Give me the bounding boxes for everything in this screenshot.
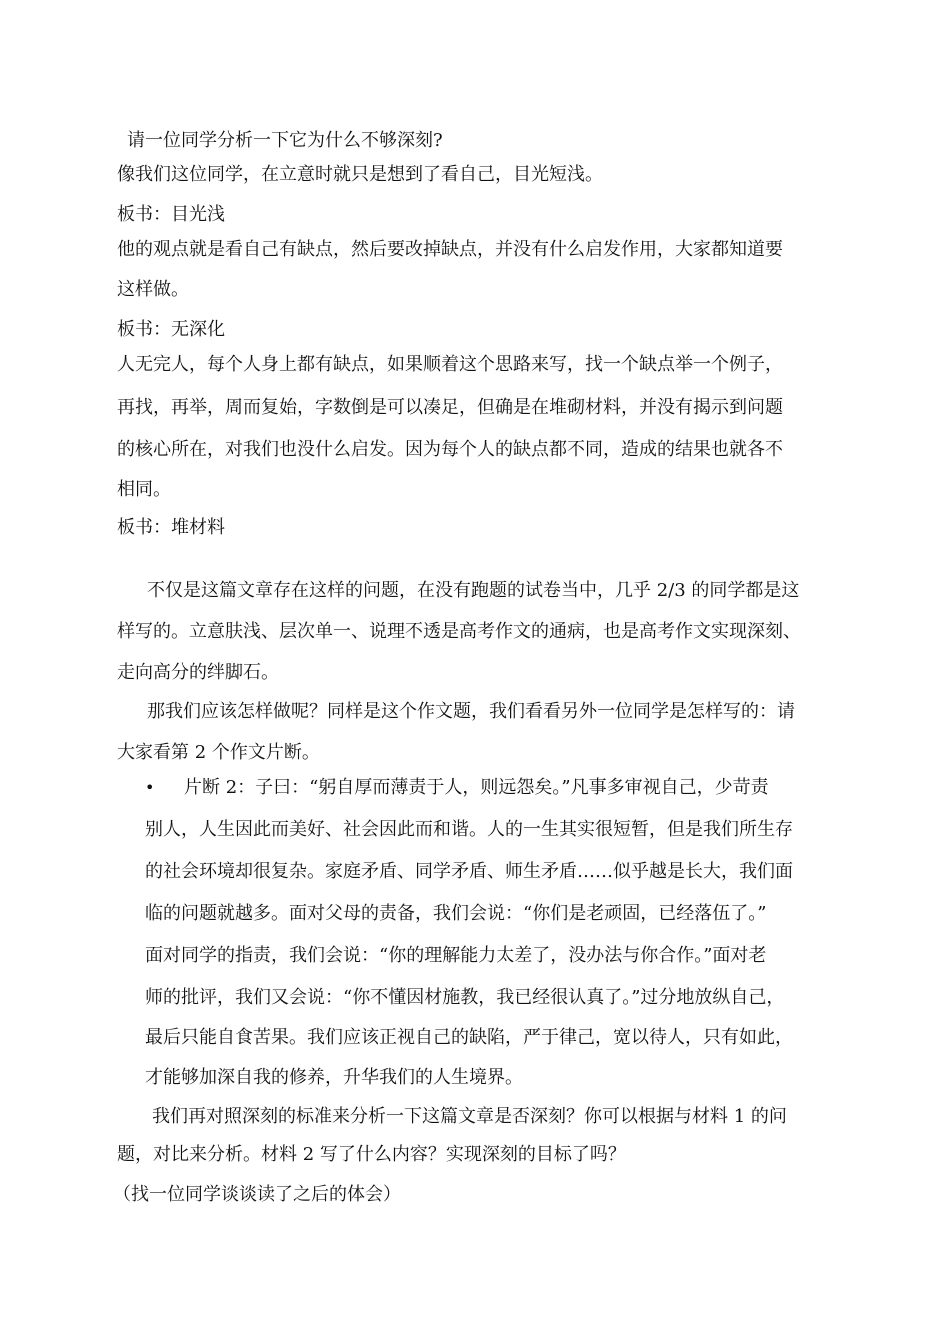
paragraph-line: 我们再对照深刻的标准来分析一下这篇文章是否深刻？你可以根据与材料 1 的问 [152,1106,787,1127]
paragraph-line: 不仅是这篇文章存在这样的问题，在没有跑题的试卷当中，几乎 2/3 的同学都是这 [147,580,800,601]
intro-explain: 像我们这位同学，在立意时就只是想到了看自己，目光短浅。 [117,164,603,185]
fragment-line: 师的批评，我们又会说：“你不懂因材施教，我已经很认真了。”过分地放纵自己， [145,987,785,1008]
fragment-line: 的社会环境却很复杂。家庭矛盾、同学矛盾、师生矛盾……似乎越是长大，我们面 [145,861,793,882]
paragraph-line: 大家看第 2 个作文片断。 [117,742,320,763]
paragraph-line: 这样做。 [117,279,189,300]
board-note-2: 板书：无深化 [117,319,225,340]
bullet-marker: • [145,778,155,797]
fragment-line: 临的问题就越多。面对父母的责备，我们会说：“你们是老顽固，已经落伍了。” [145,903,767,924]
fragment-line: 最后只能自食苦果。我们应该正视自己的缺陷，严于律己，宽以待人，只有如此， [145,1027,793,1048]
paragraph-line: 相同。 [117,479,171,500]
paragraph-line: 再找，再举，周而复始，字数倒是可以凑足，但确是在堆砌材料，并没有揭示到问题 [117,397,783,418]
paragraph-line: 他的观点就是看自己有缺点，然后要改掉缺点，并没有什么启发作用，大家都知道要 [117,239,783,260]
closing-note: （找一位同学谈谈读了之后的体会） [113,1184,401,1205]
intro-question: 请一位同学分析一下它为什么不够深刻? [127,130,443,151]
paragraph-line: 样写的。立意肤浅、层次单一、说理不透是高考作文的通病，也是高考作文实现深刻、 [117,621,801,642]
board-note-3: 板书：堆材料 [117,517,225,538]
fragment-line: 才能够加深自我的修养，升华我们的人生境界。 [145,1067,523,1088]
board-note-1: 板书：目光浅 [117,204,225,225]
fragment-line: 面对同学的指责，我们会说：“你的理解能力太差了，没办法与你合作。”面对老 [145,945,767,966]
paragraph-line: 题，对比来分析。材料 2 写了什么内容？实现深刻的目标了吗？ [117,1144,626,1165]
paragraph-line: 走向高分的绊脚石。 [117,662,279,683]
fragment-line: 片断 2：子曰：“躬自厚而薄责于人，则远怨矣。”凡事多审视自己，少苛责 [184,777,769,798]
paragraph-line: 的核心所在，对我们也没什么启发。因为每个人的缺点都不同，造成的结果也就各不 [117,439,783,460]
paragraph-line: 那我们应该怎样做呢？同样是这个作文题，我们看看另外一位同学是怎样写的：请 [147,701,795,722]
paragraph-line: 人无完人，每个人身上都有缺点，如果顺着这个思路来写，找一个缺点举一个例子， [117,354,783,375]
fragment-line: 别人，人生因此而美好、社会因此而和谐。人的一生其实很短暂，但是我们所生存 [145,819,793,840]
